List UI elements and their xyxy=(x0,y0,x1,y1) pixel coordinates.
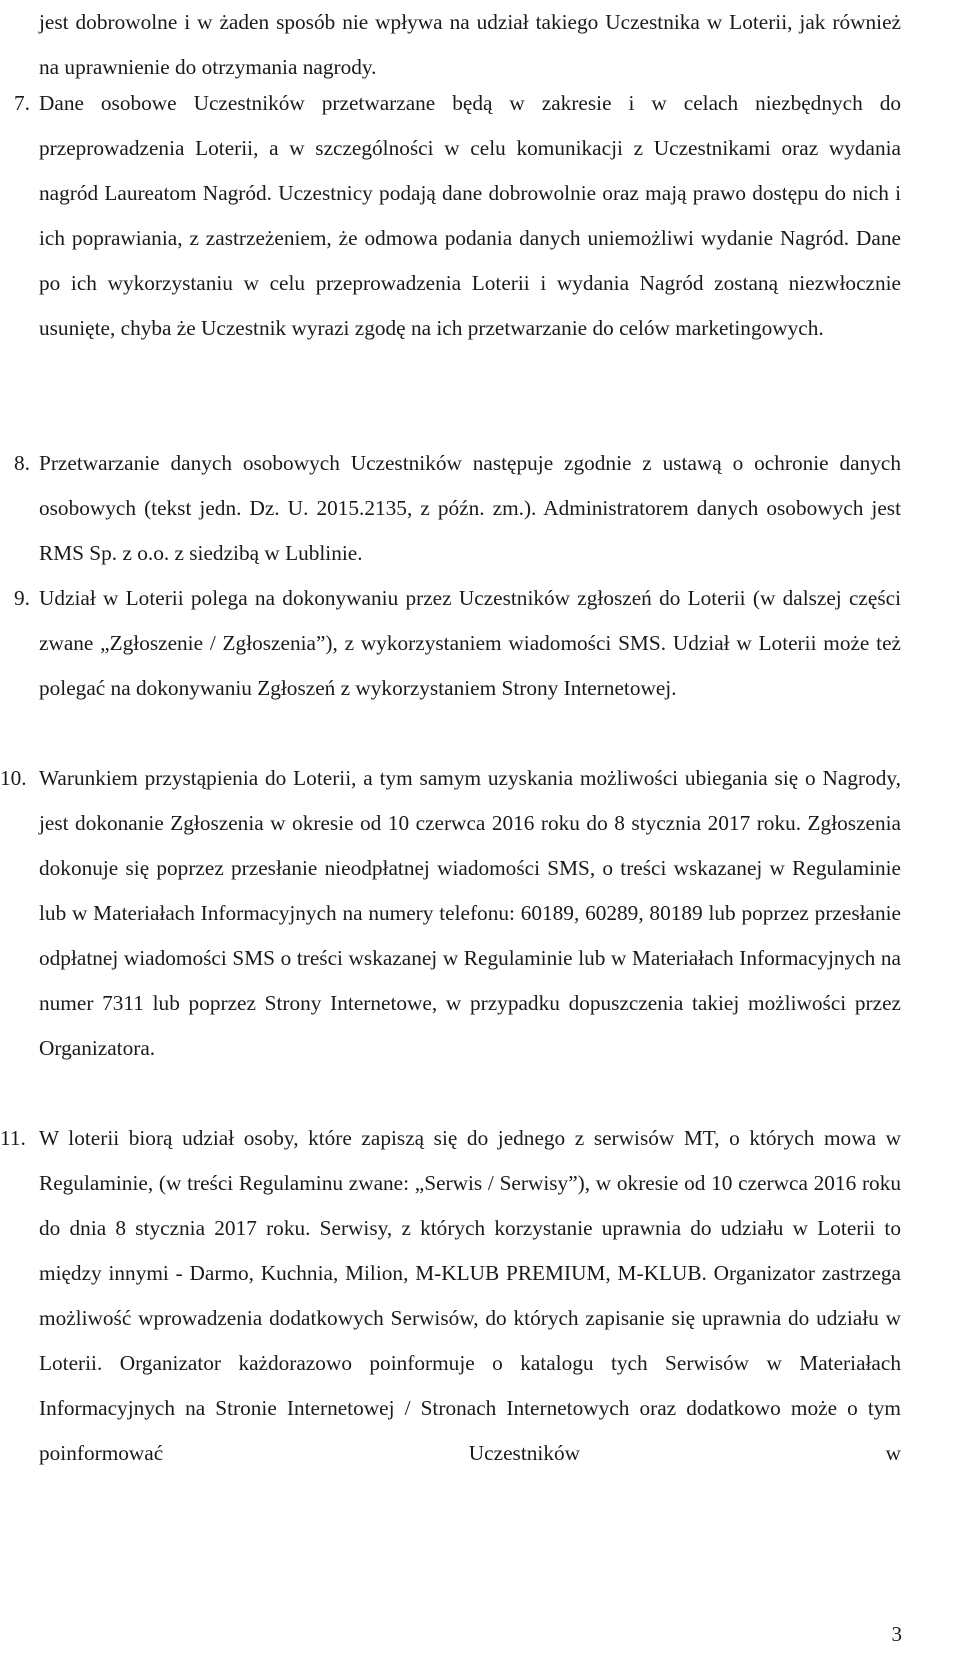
list-item-text: Przetwarzanie danych osobowych Uczestników następuje zgodnie z ustawą o ochronie danych osobowych (tekst jedn. Dz. U. 2015.2135, z późn. zm.). Administratorem danych osobowych jest RMS Sp. z o.o. z siedzibą w Lublinie. xyxy=(39,451,901,565)
list-item-text: Dane osobowe Uczestników przetwarzane będą w zakresie i w celach niezbędnych do przeprowadzenia Loterii, a w szczególności w celu komunikacji z Uczestnikami oraz wydania nagród Laureatom Nagród. Uczestnicy podają dane dobrowolnie oraz mają prawo dostępu do nich i ich poprawiania, z zastrzeżeniem, że odmowa podania danych uniemożliwi wydanie Nagród. Dane po ich wykorzystaniu w celu przeprowadzenia Loterii i wydania Nagród zostaną niezwłocznie usunięte, chyba że Uczestnik wyrazi zgodę na ich przetwarzanie do celów marketingowych. xyxy=(39,91,901,340)
list-item-text: Udział w Loterii polega na dokonywaniu przez Uczestników zgłoszeń do Loterii (w dalszej części zwane „Zgłoszenie / Zgłoszenia”), z wykorzystaniem wiadomości SMS. Udział w Loterii może też polegać na dokonywaniu Zgłoszeń z wykorzystaniem Strony Internetowej. xyxy=(39,586,901,700)
list-item-number: 9. xyxy=(14,586,30,610)
list-item-number: 8. xyxy=(14,451,30,475)
list-item-text: W loterii biorą udział osoby, które zapiszą się do jednego z serwisów MT, o których mowa w Regulaminie, (w treści Regulaminu zwane: „Serwis / Serwisy”), w okresie od 10 czerwca 2016 roku do dnia 8 stycznia 2017 roku. Serwisy, z których korzystanie uprawnia do udziału w Loterii to między innymi - Darmo, Kuchnia, Milion, M-KLUB PREMIUM, M-KLUB. Organizator zastrzega możliwość wprowadzenia dodatkowych Serwisów, do których zapisanie się uprawnia do udziału w Loterii. Organizator każdorazowo poinformuje o katalogu tych Serwisów w Materiałach Informacyjnych na Stronie Internetowej / Stronach Internetowych oraz dodatkowo może o tym poinformować Uczestników w xyxy=(39,1126,901,1465)
list-item-number: 11. xyxy=(0,1126,26,1150)
page-number: 3 xyxy=(891,1622,902,1646)
list-item-number: 10. xyxy=(0,766,27,790)
list-item-text: Warunkiem przystąpienia do Loterii, a tym samym uzyskania możliwości ubiegania się o Nagrody, jest dokonanie Zgłoszenia w okresie od 10 czerwca 2016 roku do 8 stycznia 2017 roku. Zgłoszenia dokonuje się poprzez przesłanie nieodpłatnej wiadomości SMS, o treści wskazanej w Regulaminie lub w Materiałach Informacyjnych na numery telefonu: 60189, 60289, 80189 lub poprzez przesłanie odpłatnej wiadomości SMS o treści wskazanej w Regulaminie lub w Materiałach Informacyjnych na numer 7311 lub poprzez Strony Internetowe, w przypadku dopuszczenia takiej możliwości przez Organizatora. xyxy=(39,766,901,1060)
intro-continuation: jest dobrowolne i w żaden sposób nie wpływa na udział takiego Uczestnika w Loterii, jak również na uprawnienie do otrzymania nagrody. xyxy=(39,10,901,79)
list-item-number: 7. xyxy=(14,91,30,115)
